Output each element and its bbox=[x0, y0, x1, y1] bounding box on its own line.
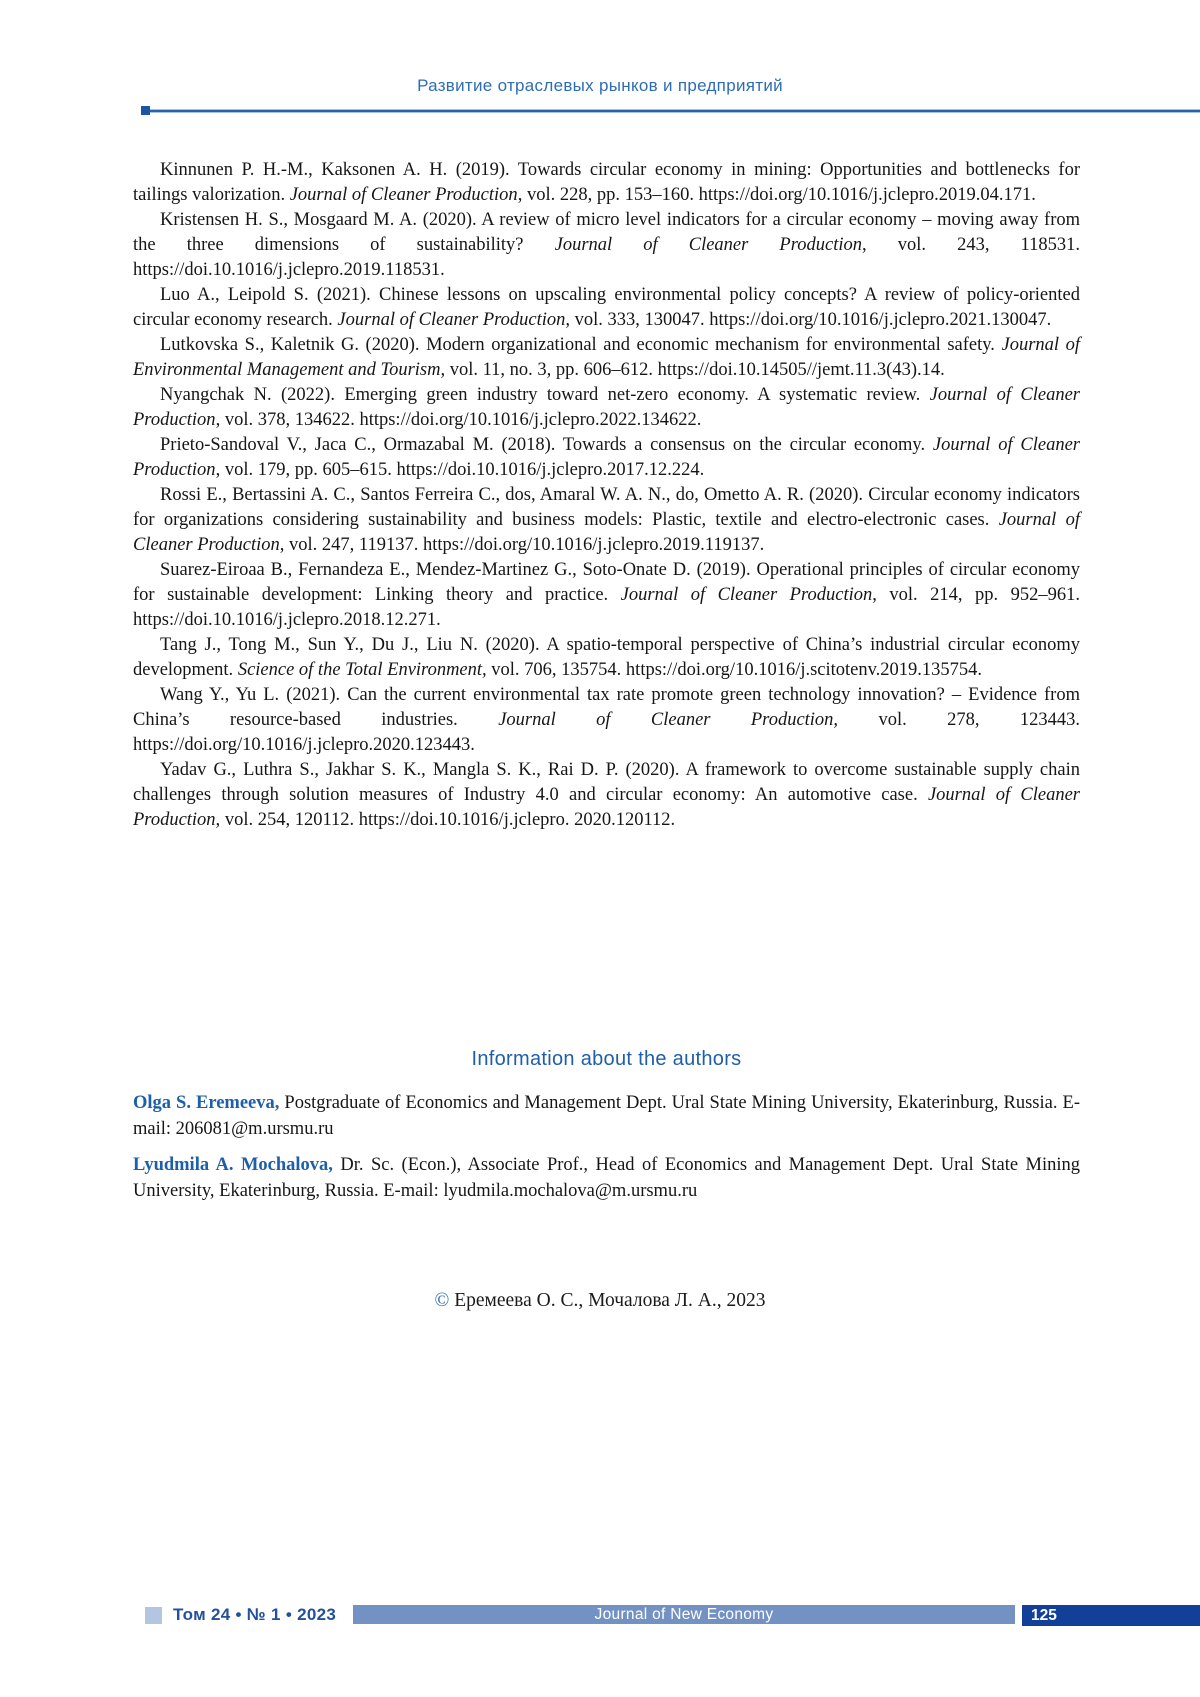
running-head-title: Развитие отраслевых рынков и предприятий bbox=[417, 76, 783, 95]
author-entry bbox=[133, 1152, 1080, 1204]
reference-entry: Luo A., Leipold S. (2021). Chinese lessons on upscaling environmental policy concepts? A review of policy-oriented circular economy research. Journal of Cleaner Production, vol. 333, 130047. https://doi.org/10.1016/j.jclepro.2021.130047. bbox=[133, 285, 1080, 330]
page-number: 125 bbox=[1031, 1606, 1057, 1624]
reference-entry: Yadav G., Luthra S., Jakhar S. K., Mangla S. K., Rai D. P. (2020). A framework to overcome sustainable supply chain challenges through solution measures of Industry 4.0 and circular economy: An automotive case. Journal of Cleaner Production, vol. 254, 120112. https://doi.10.1016/j.jclepro. 2020.120112. bbox=[133, 760, 1080, 830]
copyright-text: Еремеева О. С., Мочалова Л. А., 2023 bbox=[449, 1290, 766, 1311]
reference-entry: Kinnunen P. H.-M., Kaksonen A. H. (2019). Towards circular economy in mining: Opportunities and bottlenecks for tailings valorization. Journal of Cleaner Production, vol. 228, pp. 153–160. https://doi.org/10.1016/j.jclepro.2019.04.171. bbox=[133, 160, 1080, 205]
footer-journal-title: Journal of New Economy bbox=[594, 1605, 774, 1623]
authors-section-heading: Information about the authors bbox=[471, 1048, 742, 1070]
footer-journal-bar bbox=[353, 1605, 1015, 1624]
reference-entry: Kristensen H. S., Mosgaard M. A. (2020). A review of micro level indicators for a circular economy – moving away from the three dimensions of sustainability? Journal of Cleaner Production, vol. 243, 118531. https://doi.10.1016/j.jclepro.2019.118531. bbox=[133, 210, 1080, 280]
header-rule-square bbox=[141, 106, 150, 115]
footer-volume-issue: Том 24 • № 1 • 2023 bbox=[173, 1605, 337, 1624]
header-rule bbox=[143, 109, 1200, 113]
author-entry bbox=[133, 1090, 1080, 1142]
references-list bbox=[133, 158, 1080, 833]
author-name: Lyudmila A. Mochalova, bbox=[133, 1155, 333, 1175]
reference-entry: Nyangchak N. (2022). Emerging green industry toward net-zero economy. A systematic review. Journal of Cleaner Production, vol. 378, 134622. https://doi.org/10.1016/j.jclepro.2022.134622. bbox=[133, 385, 1080, 430]
copyright-line bbox=[0, 1290, 1200, 1312]
reference-entry: Wang Y., Yu L. (2021). Can the current environmental tax rate promote green technology innovation? – Evidence from China’s resource-based industries. Journal of Cleaner Production, vol. 278, 123443. https://doi.org/10.1016/j.jclepro.2020.123443. bbox=[133, 685, 1080, 755]
reference-entry: Lutkovska S., Kaletnik G. (2020). Modern organizational and economic mechanism for environmental safety. Journal of Environmental Management and Tourism, vol. 11, no. 3, pp. 606–612. https://doi.10.14505//jemt.11.3(43).14. bbox=[133, 335, 1080, 380]
author-details: Postgraduate of Economics and Management Dept. Ural State Mining University, Ekaterinburg, Russia. E-mail: 206081@m.ursmu.ru bbox=[133, 1093, 1080, 1139]
copyright-icon: © bbox=[434, 1290, 450, 1311]
footer-decoration-square bbox=[145, 1607, 162, 1624]
author-details: Dr. Sc. (Econ.), Associate Prof., Head of Economics and Management Dept. Ural State Mining University, Ekaterinburg, Russia. E-mail: lyudmila.mochalova@m.ursmu.ru bbox=[133, 1155, 1080, 1201]
reference-entry: Prieto-Sandoval V., Jaca C., Ormazabal M. (2018). Towards a consensus on the circular economy. Journal of Cleaner Production, vol. 179, pp. 605–615. https://doi.10.1016/j.jclepro.2017.12.224. bbox=[133, 435, 1080, 480]
author-name: Olga S. Eremeeva, bbox=[133, 1093, 280, 1113]
reference-entry: Suarez-Eiroaa B., Fernandeza E., Mendez-Martinez G., Soto-Onate D. (2019). Operational principles of circular economy for sustainable development: Linking theory and practice. Journal of Cleaner Production, vol. 214, pp. 952–961. https://doi.10.1016/j.jclepro.2018.12.271. bbox=[133, 560, 1080, 630]
footer-page-number-box bbox=[1022, 1605, 1200, 1626]
reference-entry: Tang J., Tong M., Sun Y., Du J., Liu N. (2020). A spatio-temporal perspective of China’s industrial circular economy development. Science of the Total Environment, vol. 706, 135754. https://doi.org/10.1016/j.scitotenv.2019.135754. bbox=[133, 635, 1080, 680]
reference-entry: Rossi E., Bertassini A. C., Santos Ferreira C., dos, Amaral W. A. N., do, Ometto A. R. (2020). Circular economy indicators for organizations considering sustainability and business models: Plastic, textile and electro-electronic cases. Journal of Cleaner Production, vol. 247, 119137. https://doi.org/10.1016/j.jclepro.2019.119137. bbox=[133, 485, 1080, 555]
